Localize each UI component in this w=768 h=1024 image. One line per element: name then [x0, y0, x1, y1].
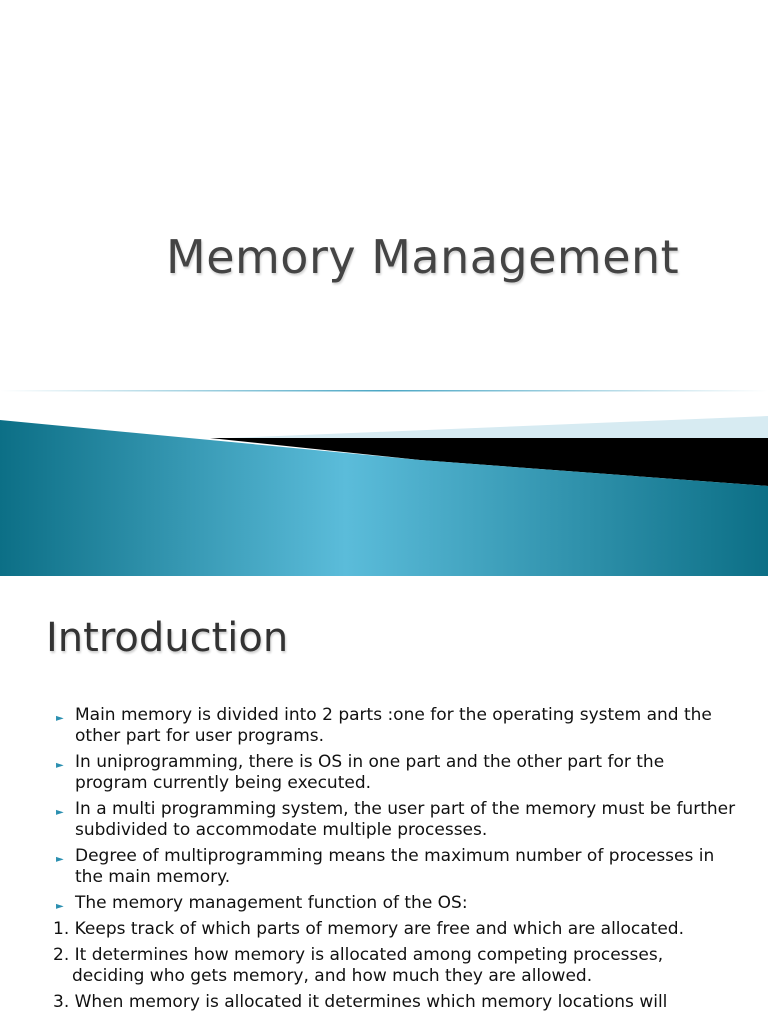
bullet-text: Main memory is divided into 2 parts :one for the operating system and the other part for user programs. — [75, 705, 712, 746]
slide-title: Introduction — [46, 615, 289, 661]
bullet-item — [56, 893, 736, 914]
numbered-item: 2. It determines how memory is allocated among competing processes, deciding who gets memory, and how much they are allowed. — [53, 945, 664, 986]
bullet-text: The memory management function of the OS: — [75, 893, 468, 913]
bullet-item — [56, 799, 736, 841]
bullet-text: In a multi programming system, the user part of the memory must be further subdivided to accommodate multiple processes. — [75, 799, 736, 840]
bullet-text: Degree of multiprogramming means the maximum number of processes in the main memory. — [75, 846, 715, 887]
slide-title: Memory Management — [166, 230, 680, 284]
numbered-item: 3. When memory is allocated it determines which memory locations will — [53, 992, 668, 1012]
numbered-item: 1. Keeps track of which parts of memory are free and which are allocated. — [53, 919, 685, 939]
triangle-bullet-icon: ► — [56, 854, 64, 865]
slide-body — [53, 705, 736, 1018]
bullet-item — [56, 752, 736, 794]
triangle-bullet-icon: ► — [56, 901, 64, 912]
bullet-item — [56, 846, 736, 888]
triangle-bullet-icon: ► — [56, 807, 64, 818]
introduction-slide — [0, 577, 768, 1024]
triangle-bullet-icon: ► — [56, 713, 64, 724]
bullet-text: In uniprogramming, there is OS in one part and the other part for the program currently being executed. — [75, 752, 665, 793]
bullet-item — [56, 705, 736, 747]
triangle-bullet-icon: ► — [56, 760, 64, 771]
decorative-wave-banner — [0, 380, 768, 576]
